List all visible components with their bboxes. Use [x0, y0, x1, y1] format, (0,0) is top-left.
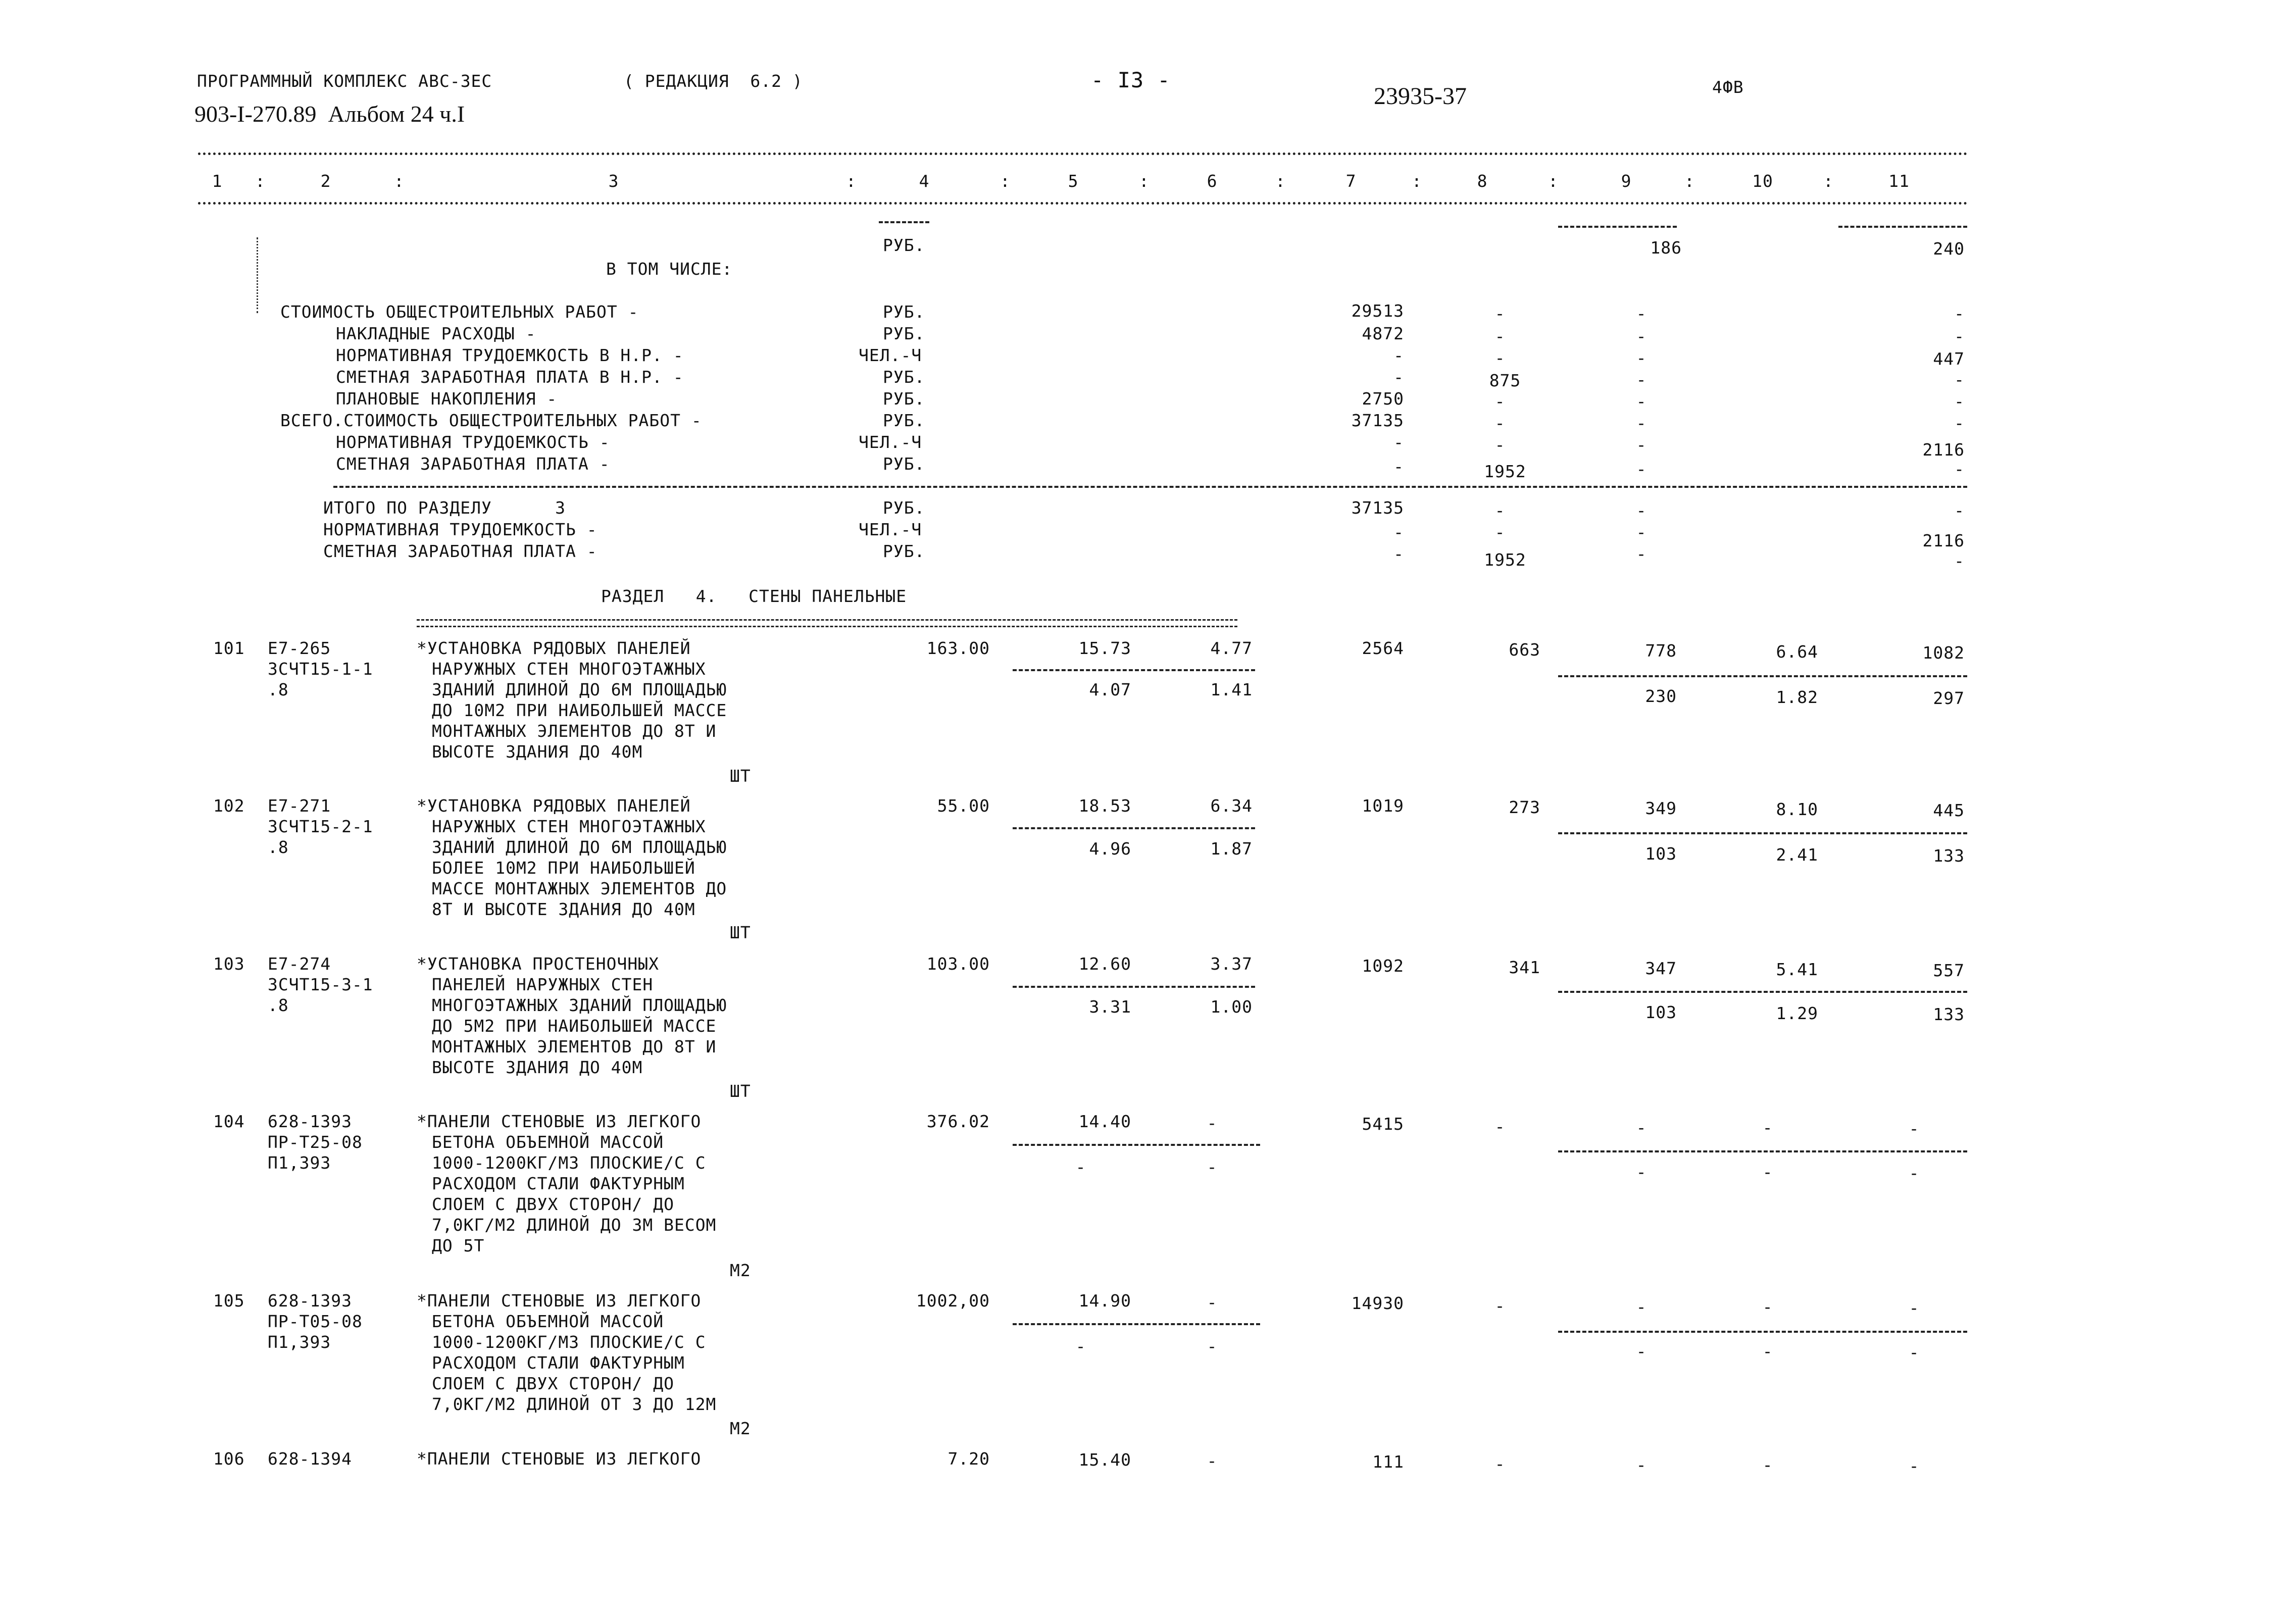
item-c11a: 445 [1933, 800, 1965, 820]
column-separator: : [1275, 171, 1286, 191]
summary-c11: - [1954, 326, 1965, 346]
item-c9a: - [1636, 1297, 1647, 1317]
item-desc: *ПАНЕЛИ СТЕНОВЫЕ ИЗ ЛЕГКОГО [417, 1112, 702, 1131]
item-c7: 5415 [1362, 1114, 1404, 1134]
item-c9a: 349 [1645, 798, 1677, 818]
item-c4: 163.00 [926, 638, 990, 658]
summary-col11: 240 [1933, 239, 1965, 259]
item-c10b: 1.29 [1776, 1003, 1818, 1023]
sheet-code: 4ФВ [1712, 77, 1744, 97]
item-c5a: 18.53 [1078, 796, 1131, 816]
item-code: П1,393 [268, 1332, 331, 1352]
summary-unit: РУБ. [883, 367, 925, 387]
item-desc: РАСХОДОМ СТАЛИ ФАКТУРНЫМ [432, 1353, 685, 1373]
summary-label: НАКЛАДНЫЕ РАСХОДЫ - [336, 324, 536, 343]
item-c5b: 3.31 [1089, 997, 1131, 1017]
item-c11b: 133 [1933, 1004, 1965, 1024]
total-label: ИТОГО ПО РАЗДЕЛУ 3 [323, 498, 566, 518]
summary-c9: - [1636, 413, 1647, 433]
item-desc: ЗДАНИЙ ДЛИНОЙ ДО 6М ПЛОЩАДЬЮ [432, 680, 727, 699]
item-desc: СЛОЕМ С ДВУХ СТОРОН/ ДО [432, 1374, 674, 1393]
item-c9b: 103 [1645, 844, 1677, 864]
item-desc: *УСТАНОВКА РЯДОВЫХ ПАНЕЛЕЙ [417, 796, 691, 816]
item-c8: 273 [1509, 797, 1540, 817]
item-c11b: - [1909, 1342, 1920, 1362]
item-unit: М2 [730, 1419, 751, 1438]
column-separator: : [1823, 171, 1834, 191]
item-number: 105 [213, 1291, 245, 1311]
item-c5a: 15.40 [1078, 1450, 1131, 1470]
summary-unit: ЧЕЛ.-Ч [859, 432, 922, 452]
summary-c7: 29513 [1351, 301, 1404, 321]
column-number: 2 [320, 171, 331, 191]
item-c5b: - [1075, 1336, 1086, 1356]
item-c5a: 14.40 [1078, 1112, 1131, 1131]
cell-rule [1558, 832, 1967, 834]
item-c7: 111 [1372, 1452, 1404, 1472]
item-desc: *УСТАНОВКА ПРОСТЕНОЧНЫХ [417, 954, 659, 974]
item-c10a: - [1762, 1297, 1773, 1317]
item-c10a: 8.10 [1776, 799, 1818, 819]
cell-rule [1558, 675, 1967, 677]
item-number: 104 [213, 1112, 245, 1131]
item-c5a: 15.73 [1078, 638, 1131, 658]
summary-c9: - [1636, 326, 1647, 346]
header-bottom-rule [198, 202, 1968, 205]
item-c11a: 1082 [1922, 643, 1965, 663]
item-number: 106 [213, 1449, 245, 1469]
summary-unit: ЧЕЛ.-Ч [859, 345, 922, 365]
summary-c9: - [1636, 391, 1647, 411]
column-number: 6 [1207, 171, 1218, 191]
summary-c11: - [1954, 459, 1965, 479]
cell-rule [1013, 1323, 1260, 1325]
summary-label: НОРМАТИВНАЯ ТРУДОЕМКОСТЬ - [336, 432, 610, 452]
column-separator: : [255, 171, 266, 191]
summary-c8: - [1494, 348, 1506, 368]
summary-c11: - [1954, 391, 1965, 411]
item-code: ЗСЧТ15-3-1 [268, 975, 373, 994]
summary-unit: РУБ. [883, 389, 925, 409]
item-c6a: - [1207, 1113, 1218, 1133]
item-c10a: - [1762, 1455, 1773, 1475]
document-number: 23935-37 [1374, 83, 1467, 110]
item-desc: ВЫСОТЕ ЗДАНИЯ ДО 40М [432, 742, 643, 762]
item-number: 102 [213, 796, 245, 816]
column-separator: : [1412, 171, 1422, 191]
item-c7: 2564 [1362, 638, 1404, 658]
summary-c11: 2116 [1922, 440, 1965, 460]
item-c4: 7.20 [947, 1449, 990, 1469]
item-unit: М2 [730, 1261, 751, 1280]
item-c10b: - [1762, 1341, 1773, 1361]
item-desc: МАССЕ МОНТАЖНЫХ ЭЛЕМЕНТОВ ДО [432, 879, 727, 898]
item-desc: БЕТОНА ОБЪЕМНОЙ МАССОЙ [432, 1312, 664, 1331]
summary-unit: РУБ. [883, 302, 925, 322]
item-c11a: - [1909, 1119, 1920, 1138]
item-c5a: 12.60 [1078, 954, 1131, 974]
total-c11: - [1954, 500, 1965, 520]
item-desc: 8Т И ВЫСОТЕ ЗДАНИЯ ДО 40М [432, 899, 695, 919]
item-c6b: 1.41 [1210, 680, 1253, 699]
item-c9a: - [1636, 1118, 1647, 1137]
item-code: ЗСЧТ15-1-1 [268, 659, 373, 679]
item-desc: МНОГОЭТАЖНЫХ ЗДАНИЙ ПЛОЩАДЬЮ [432, 995, 727, 1015]
cell-rule [1558, 1150, 1967, 1152]
item-code: .8 [268, 837, 289, 857]
total-label: НОРМАТИВНАЯ ТРУДОЕМКОСТЬ - [323, 520, 597, 539]
item-c5a: 14.90 [1078, 1291, 1131, 1311]
summary-c8: - [1494, 435, 1506, 455]
item-desc: СЛОЕМ С ДВУХ СТОРОН/ ДО [432, 1194, 674, 1214]
subtotal-rule [1558, 226, 1677, 228]
item-c8: - [1494, 1454, 1506, 1474]
item-c9b: - [1636, 1162, 1647, 1182]
item-c9a: 347 [1645, 959, 1677, 978]
summary-label: СТОИМОСТЬ ОБЩЕСТРОИТЕЛЬНЫХ РАБОТ - [280, 302, 639, 322]
item-c11b: 133 [1933, 846, 1965, 866]
summary-c11: - [1954, 370, 1965, 389]
total-c11: - [1954, 551, 1965, 571]
total-unit: РУБ. [883, 498, 925, 518]
item-desc: МОНТАЖНЫХ ЭЛЕМЕНТОВ ДО 8Т И [432, 721, 717, 741]
item-c6a: 4.77 [1210, 638, 1253, 658]
item-c10a: - [1762, 1118, 1773, 1137]
item-c7: 1019 [1362, 796, 1404, 816]
item-c9b: 103 [1645, 1002, 1677, 1022]
item-c6a: - [1207, 1451, 1218, 1471]
column-number: 4 [919, 171, 930, 191]
item-c4: 103.00 [926, 954, 990, 974]
column-separator: : [846, 171, 857, 191]
section-rule [333, 486, 1967, 488]
item-desc: НАРУЖНЫХ СТЕН МНОГОЭТАЖНЫХ [432, 659, 706, 679]
item-c4: 1002,00 [916, 1291, 990, 1311]
item-desc: 1000-1200КГ/М3 ПЛОСКИЕ/С С [432, 1153, 706, 1173]
summary-label: СМЕТНАЯ ЗАРАБОТНАЯ ПЛАТА - [336, 454, 610, 474]
page-number: - I3 - [1091, 68, 1171, 92]
item-c6a: 3.37 [1210, 954, 1253, 974]
item-c6b: - [1207, 1157, 1218, 1177]
item-code: ПР-Т05-08 [268, 1312, 363, 1331]
item-code: Е7-265 [268, 638, 331, 658]
item-c10b: - [1762, 1162, 1773, 1182]
column-number: 7 [1345, 171, 1357, 191]
summary-c9: - [1636, 304, 1647, 323]
item-desc: РАСХОДОМ СТАЛИ ФАКТУРНЫМ [432, 1174, 685, 1193]
section-title: РАЗДЕЛ 4. СТЕНЫ ПАНЕЛЬНЫЕ [601, 586, 907, 606]
item-c11b: 297 [1933, 688, 1965, 708]
summary-unit: РУБ. [883, 235, 925, 255]
item-c10a: 6.64 [1776, 642, 1818, 662]
item-c4: 376.02 [926, 1112, 990, 1131]
summary-label: НОРМАТИВНАЯ ТРУДОЕМКОСТЬ В Н.Р. - [336, 345, 684, 365]
item-code: 628-1393 [268, 1291, 352, 1311]
item-desc: НАРУЖНЫХ СТЕН МНОГОЭТАЖНЫХ [432, 817, 706, 836]
total-unit: РУБ. [883, 541, 925, 561]
subtotal-rule [1838, 226, 1967, 228]
item-c6b: 1.87 [1210, 839, 1253, 859]
item-c6a: - [1207, 1292, 1218, 1312]
item-code: ЗСЧТ15-2-1 [268, 817, 373, 836]
item-c7: 14930 [1351, 1293, 1404, 1313]
cell-rule [1013, 1144, 1260, 1146]
item-code: ПР-Т25-08 [268, 1132, 363, 1152]
item-c9b: 230 [1645, 686, 1677, 706]
summary-c7: 2750 [1362, 389, 1404, 409]
summary-c8: - [1494, 413, 1506, 433]
item-unit: ШТ [730, 766, 751, 786]
section-title-underline [417, 619, 1237, 627]
summary-c8: - [1494, 326, 1506, 346]
summary-c8: - [1494, 391, 1506, 411]
summary-c7: - [1393, 367, 1404, 387]
item-desc: МОНТАЖНЫХ ЭЛЕМЕНТОВ ДО 8Т И [432, 1037, 717, 1056]
item-desc: ДО 10М2 ПРИ НАИБОЛЬШЕЙ МАССЕ [432, 700, 727, 720]
item-desc: ЗДАНИЙ ДЛИНОЙ ДО 6М ПЛОЩАДЬЮ [432, 837, 727, 857]
summary-label: ПЛАНОВЫЕ НАКОПЛЕНИЯ - [336, 389, 558, 409]
summary-unit: РУБ. [883, 411, 925, 430]
column-separator: : [1548, 171, 1559, 191]
summary-c11: 447 [1933, 349, 1965, 369]
item-c5b: 4.07 [1089, 680, 1131, 699]
column-number: 1 [212, 171, 223, 191]
column-number: 10 [1752, 171, 1773, 191]
total-c9: - [1636, 500, 1647, 520]
cell-rule [1013, 986, 1255, 988]
total-c8: - [1494, 500, 1506, 520]
total-label: СМЕТНАЯ ЗАРАБОТНАЯ ПЛАТА - [323, 541, 597, 561]
item-desc: БЕТОНА ОБЪЕМНОЙ МАССОЙ [432, 1132, 664, 1152]
column-number: 8 [1477, 171, 1488, 191]
item-c10b: 2.41 [1776, 845, 1818, 865]
item-desc: ДО 5Т [432, 1236, 485, 1255]
total-c8: 1952 [1484, 550, 1526, 570]
item-c9a: - [1636, 1455, 1647, 1475]
item-c10a: 5.41 [1776, 960, 1818, 979]
item-c6b: 1.00 [1210, 997, 1253, 1017]
program-name: ПРОГРАММНЫЙ КОМПЛЕКС АВС-ЗЕС [197, 71, 492, 91]
item-desc: *ПАНЕЛИ СТЕНОВЫЕ ИЗ ЛЕГКОГО [417, 1291, 702, 1311]
item-desc: *ПАНЕЛИ СТЕНОВЫЕ ИЗ ЛЕГКОГО [417, 1449, 702, 1469]
summary-c7: - [1393, 457, 1404, 476]
item-c7: 1092 [1362, 956, 1404, 976]
total-c7: 37135 [1351, 498, 1404, 518]
item-unit: ШТ [730, 1081, 751, 1101]
total-c7: - [1393, 544, 1404, 564]
column-separator: : [1139, 171, 1150, 191]
item-code: 628-1393 [268, 1112, 352, 1131]
item-code: 628-1394 [268, 1449, 352, 1469]
item-desc: БОЛЕЕ 10М2 ПРИ НАИБОЛЬШЕЙ [432, 858, 695, 878]
summary-c9: - [1636, 435, 1647, 455]
item-c4: 55.00 [937, 796, 990, 816]
edition: ( РЕДАКЦИЯ 6.2 ) [624, 71, 803, 91]
summary-c8: 875 [1489, 371, 1521, 390]
summary-c11: - [1954, 413, 1965, 433]
column-number: 9 [1621, 171, 1632, 191]
column-number: 5 [1068, 171, 1079, 191]
summary-c7: 4872 [1362, 324, 1404, 343]
item-c11a: - [1909, 1456, 1920, 1476]
item-c6a: 6.34 [1210, 796, 1253, 816]
total-c9: - [1636, 544, 1647, 564]
summary-col9: 186 [1650, 238, 1682, 258]
margin-dots [257, 237, 258, 313]
item-code: Е7-271 [268, 796, 331, 816]
item-c5b: 4.96 [1089, 839, 1131, 859]
summary-c7: - [1393, 432, 1404, 452]
column-separator: : [1000, 171, 1011, 191]
summary-c7: 37135 [1351, 411, 1404, 430]
summary-c9: - [1636, 370, 1647, 389]
item-c8: 341 [1509, 958, 1540, 977]
summary-label: СМЕТНАЯ ЗАРАБОТНАЯ ПЛАТА В Н.Р. - [336, 367, 684, 387]
cell-rule [1013, 827, 1255, 829]
item-desc: 1000-1200КГ/М3 ПЛОСКИЕ/С С [432, 1332, 706, 1352]
item-desc: ДО 5М2 ПРИ НАИБОЛЬШЕЙ МАССЕ [432, 1016, 717, 1036]
summary-c9: - [1636, 348, 1647, 368]
item-number: 101 [213, 638, 245, 658]
summary-c11: - [1954, 304, 1965, 323]
item-c6b: - [1207, 1336, 1218, 1356]
item-c9a: 778 [1645, 641, 1677, 661]
item-c8: - [1494, 1296, 1506, 1316]
column-number: 11 [1888, 171, 1910, 191]
summary-label: ВСЕГО.СТОИМОСТЬ ОБЩЕСТРОИТЕЛЬНЫХ РАБОТ - [280, 411, 702, 430]
summary-unit: РУБ. [883, 324, 925, 343]
summary-c7: - [1393, 345, 1404, 365]
total-c7: - [1393, 522, 1404, 542]
item-desc: 7,0КГ/М2 ДЛИНОЙ ДО 3М ВЕСОМ [432, 1215, 717, 1235]
cell-rule [1558, 991, 1967, 993]
item-desc: ВЫСОТЕ ЗДАНИЯ ДО 40М [432, 1058, 643, 1077]
including-label: В ТОМ ЧИСЛЕ: [606, 259, 733, 279]
total-unit: ЧЕЛ.-Ч [859, 520, 922, 539]
item-desc: *УСТАНОВКА РЯДОВЫХ ПАНЕЛЕЙ [417, 638, 691, 658]
total-c11: 2116 [1922, 531, 1965, 550]
item-number: 103 [213, 954, 245, 974]
column-separator: : [1684, 171, 1695, 191]
item-code: .8 [268, 680, 289, 699]
item-c5b: - [1075, 1157, 1086, 1177]
item-code: .8 [268, 995, 289, 1015]
header-top-rule [198, 153, 1968, 155]
total-c8: - [1494, 522, 1506, 542]
total-c9: - [1636, 522, 1647, 542]
cell-rule [1013, 669, 1255, 671]
item-c9b: - [1636, 1341, 1647, 1361]
column-separator: : [394, 171, 405, 191]
item-c8: - [1494, 1117, 1506, 1136]
summary-c8: 1952 [1484, 462, 1526, 481]
item-c11a: - [1909, 1298, 1920, 1318]
item-desc: ПАНЕЛЕЙ НАРУЖНЫХ СТЕН [432, 975, 654, 994]
item-code: П1,393 [268, 1153, 331, 1173]
album-title: 903-I-270.89 Альбом 24 ч.I [194, 101, 465, 127]
subtotal-rule [879, 221, 929, 223]
item-code: Е7-274 [268, 954, 331, 974]
item-c8: 663 [1509, 640, 1540, 660]
summary-c8: - [1494, 304, 1506, 323]
item-desc: 7,0КГ/М2 ДЛИНОЙ ОТ 3 ДО 12М [432, 1394, 717, 1414]
item-c11a: 557 [1933, 961, 1965, 980]
item-c11b: - [1909, 1163, 1920, 1183]
summary-unit: РУБ. [883, 454, 925, 474]
item-unit: ШТ [730, 923, 751, 942]
cell-rule [1558, 1331, 1967, 1333]
column-number: 3 [608, 171, 619, 191]
summary-c9: - [1636, 459, 1647, 479]
item-c10b: 1.82 [1776, 687, 1818, 707]
